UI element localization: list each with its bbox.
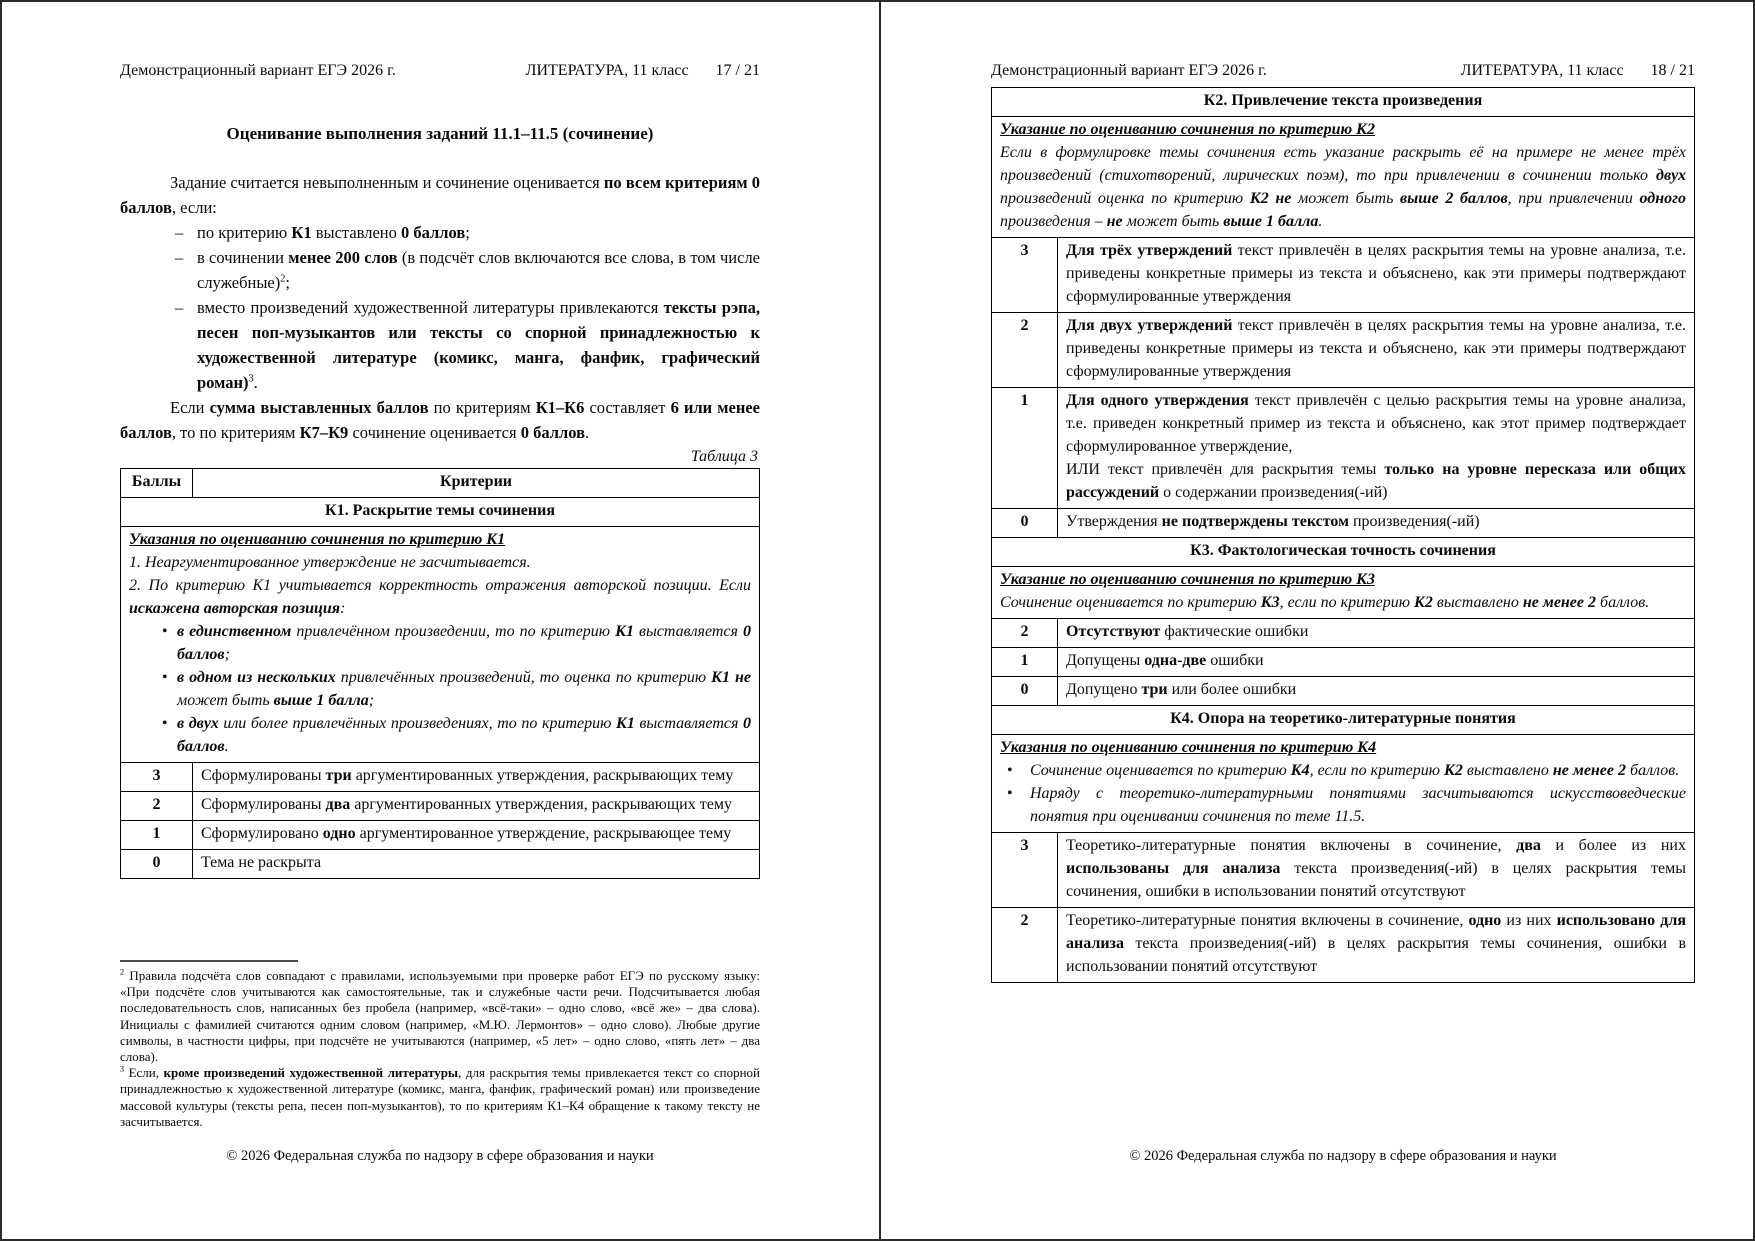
- note-title-k1: Указания по оцениванию сочинения по критерию К1: [129, 531, 506, 548]
- section-row-k4: [992, 706, 1695, 735]
- criteria-cell: Отсутствуют фактические ошибки: [1058, 619, 1695, 648]
- criteria-cell: Сформулировано одно аргументированное утверждение, раскрывающее тему: [193, 821, 760, 850]
- score-cell: 0: [992, 677, 1058, 706]
- header-doc-variant: Демонстрационный вариант ЕГЭ 2026 г.: [120, 62, 396, 79]
- table-row: [121, 763, 760, 792]
- note-cell-k2: [992, 117, 1695, 238]
- note-bullet: • в одном из нескольких привлечённых произведений, то оценка по критерию К1 не может быть выше 1 балла;: [129, 666, 751, 712]
- section-header-k4: К4. Опора на теоретико-литературные понятия: [992, 706, 1695, 735]
- page-18-content: [991, 62, 1695, 983]
- page-footer: © 2026 Федеральная служба по надзору в сфере образования и науки: [226, 1148, 654, 1164]
- table-row: [992, 619, 1695, 648]
- table-row: [992, 313, 1695, 388]
- note-row-k3: [992, 567, 1695, 619]
- table-row: [992, 648, 1695, 677]
- criteria-cell: Для двух утверждений текст привлечён в целях раскрытия темы на уровне анализа, т.е. приведены конкретные примеры из текста и объяснено, как эти примеры подтверждают сформулированные утверждения: [1058, 313, 1695, 388]
- table-row: [121, 850, 760, 879]
- sum-rule-paragraph: Если сумма выставленных баллов по критериям К1–К6 составляет 6 или менее баллов, то по критериям К7–К9 сочинение оценивается 0 баллов.: [120, 398, 761, 442]
- note-bullet: • в двух или более привлечённых произведениях, то по критерию К1 выставляется 0 баллов.: [129, 712, 751, 758]
- condition-item: – по критерию К1 выставлено 0 баллов;: [120, 220, 760, 245]
- header-right-group: [526, 62, 760, 80]
- score-cell: 3: [992, 833, 1058, 908]
- footnote-3: $^3$ Если, кроме произведений художественной литературы, для раскрытия темы привлекается текст со спорной принадлежностью к художественной литературе (комикс, манга, фанфик, графический роман) или произведение массовой культуры (тексты репа, песен поп-музыкантов), то по критериям К1–К4 обращение к такому тексту не засчитывается.: [120, 1064, 760, 1129]
- section-header-k3: К3. Фактологическая точность сочинения: [992, 538, 1695, 567]
- intro-paragraph: Задание считается невыполненным и сочинение оценивается по всем критериям 0 баллов, если:: [120, 173, 760, 217]
- criteria-cell: Для трёх утверждений текст привлечён в целях раскрытия темы на уровне анализа, т.е. приведены конкретные примеры из текста и объяснено, как эти примеры подтверждают сформулированные утверждения: [1058, 238, 1695, 313]
- criteria-table-k2-k4: [991, 87, 1695, 983]
- criteria-cell: Теоретико-литературные понятия включены в сочинение, одно из них использовано для анализа текста произведения(-ий) в целях раскрытия темы сочинения, ошибки в использовании понятий отсутствуют: [1058, 908, 1695, 983]
- header-page-number: 17 / 21: [715, 62, 760, 79]
- table-row: [992, 908, 1695, 983]
- header-page-number: 18 / 21: [1650, 62, 1695, 79]
- criteria-cell: Для одного утверждения текст привлечён с целью раскрытия темы на уровне анализа, т.е. приведен конкретный пример из текста и объяснено, как этот пример подтверждает сформулированное утверждение, ИЛИ текст привлечён для раскрытия темы только на уровне пересказа или общих рассуждений о содержании произведения(-ий): [1058, 388, 1695, 509]
- footnotes-block: [120, 960, 760, 1130]
- conditions-list: [120, 220, 760, 395]
- criteria-cell: Допущены одна-две ошибки: [1058, 648, 1695, 677]
- note-body-k2: Если в формулировке темы сочинения есть указание раскрыть её на примере не менее трёх произведений (стихотворений, лирических поэм), то при привлечении в сочинении только двух произведений оценка по критерию К2 не может быть выше 2 баллов, при привлечении одного произведения – не может быть выше 1 балла.: [1000, 144, 1686, 230]
- criteria-cell: Тема не раскрыта: [193, 850, 760, 879]
- page-header: [120, 62, 760, 80]
- note-cell-k1: [121, 527, 760, 763]
- note-bullet: • Сочинение оценивается по критерию К4, если по критерию К2 выставлено не менее 2 баллов.: [1000, 759, 1686, 782]
- section-row-k2: [992, 88, 1695, 117]
- note-cell-k3: [992, 567, 1695, 619]
- score-cell: 0: [121, 850, 193, 879]
- header-right-group: [1461, 62, 1695, 80]
- header-subject: ЛИТЕРАТУРА, 11 класс: [525, 62, 689, 79]
- note-row-k2: [992, 117, 1695, 238]
- score-cell: 3: [992, 238, 1058, 313]
- note-body-k3: Сочинение оценивается по критерию К3, если по критерию К2 выставлено не менее 2 баллов.: [1000, 594, 1650, 611]
- section-row-k3: [992, 538, 1695, 567]
- note-cell-k4: [992, 735, 1695, 833]
- section-header-k1: К1. Раскрытие темы сочинения: [121, 498, 760, 527]
- section-row-k1: [121, 498, 760, 527]
- criteria-cell: Сформулированы три аргументированных утверждения, раскрывающих тему: [193, 763, 760, 792]
- page-title: Оценивание выполнения заданий 11.1–11.5 (сочинение): [226, 124, 654, 143]
- score-cell: 3: [121, 763, 193, 792]
- score-cell: 0: [992, 509, 1058, 538]
- column-header-scores: Баллы: [121, 469, 193, 498]
- criteria-table-k1: [120, 468, 760, 879]
- note-row-k1: [121, 527, 760, 763]
- note-line: 1. Неаргументированное утверждение не засчитывается.: [129, 554, 531, 571]
- note-title-k2: Указание по оцениванию сочинения по критерию К2: [1000, 121, 1376, 138]
- page-17: [2, 2, 879, 1239]
- criteria-cell: Утверждения не подтверждены текстом произведения(-ий): [1058, 509, 1695, 538]
- score-cell: 2: [992, 619, 1058, 648]
- header-subject: ЛИТЕРАТУРА, 11 класс: [1460, 62, 1624, 79]
- note-bullet: • Наряду с теоретико-литературными понятиями засчитываются искусствоведческие понятия при оценивании сочинения по теме 11.5.: [1000, 782, 1686, 828]
- table-row: [992, 509, 1695, 538]
- footnote-separator: [120, 960, 298, 962]
- table-caption: Таблица 3: [690, 448, 758, 465]
- page-18: [881, 2, 1755, 1239]
- condition-item: – вместо произведений художественной литературы привлекаются тексты рэпа, песен поп-музыкантов или тексты со спорной принадлежностью к художественной литературе (комикс, манга, фанфик, графический роман)$^3$.: [120, 295, 760, 395]
- table-header-row: [121, 469, 760, 498]
- score-cell: 1: [992, 388, 1058, 509]
- page-17-content: [120, 62, 760, 879]
- page-header: [991, 62, 1695, 80]
- footnote-2: $^2$ Правила подсчёта слов совпадают с правилами, используемыми при проверке работ ЕГЭ по русскому языку: «При подсчёте слов учитываются как самостоятельные, так и служебные части речи. Подсчитывается любая последовательность слов, написанных без пробела (например, «всё-таки» – одно слово, «всё же» – два слова). Инициалы с фамилией считаются одним словом (например, «М.Ю. Лермонтов» – одно слово). Любые другие символы, в частности цифры, при подсчёте не учитываются (например, «5 лет» – одно слово, «пять лет» – два слова).: [120, 967, 760, 1065]
- page-footer: © 2026 Федеральная служба по надзору в сфере образования и науки: [1129, 1148, 1557, 1164]
- column-header-criteria: Критерии: [193, 469, 760, 498]
- note-line: 2. По критерию К1 учитывается корректность отражения авторской позиции. Если искажена авторская позиция:: [129, 577, 751, 617]
- note-bullet: • в единственном привлечённом произведении, то по критерию К1 выставляется 0 баллов;: [129, 620, 751, 666]
- table-row: [121, 792, 760, 821]
- table-row: [121, 821, 760, 850]
- condition-item: – в сочинении менее 200 слов (в подсчёт слов включаются все слова, в том числе служебные)$^2$;: [120, 245, 760, 295]
- note-row-k4: [992, 735, 1695, 833]
- score-cell: 2: [121, 792, 193, 821]
- criteria-cell: Допущено три или более ошибки: [1058, 677, 1695, 706]
- score-cell: 2: [992, 908, 1058, 983]
- header-doc-variant: Демонстрационный вариант ЕГЭ 2026 г.: [991, 62, 1267, 79]
- table-row: [992, 238, 1695, 313]
- note-title-k4: Указания по оцениванию сочинения по критерию К4: [1000, 739, 1377, 756]
- score-cell: 2: [992, 313, 1058, 388]
- table-row: [992, 677, 1695, 706]
- section-header-k2: К2. Привлечение текста произведения: [992, 88, 1695, 117]
- score-cell: 1: [121, 821, 193, 850]
- score-cell: 1: [992, 648, 1058, 677]
- table-row: [992, 388, 1695, 509]
- criteria-cell: Сформулированы два аргументированных утверждения, раскрывающих тему: [193, 792, 760, 821]
- table-row: [992, 833, 1695, 908]
- criteria-cell: Теоретико-литературные понятия включены в сочинение, два и более из них использованы для анализа текста произведения(-ий) в целях раскрытия темы сочинения, ошибки в использовании понятий отсутствуют: [1058, 833, 1695, 908]
- note-title-k3: Указание по оцениванию сочинения по критерию К3: [1000, 571, 1376, 588]
